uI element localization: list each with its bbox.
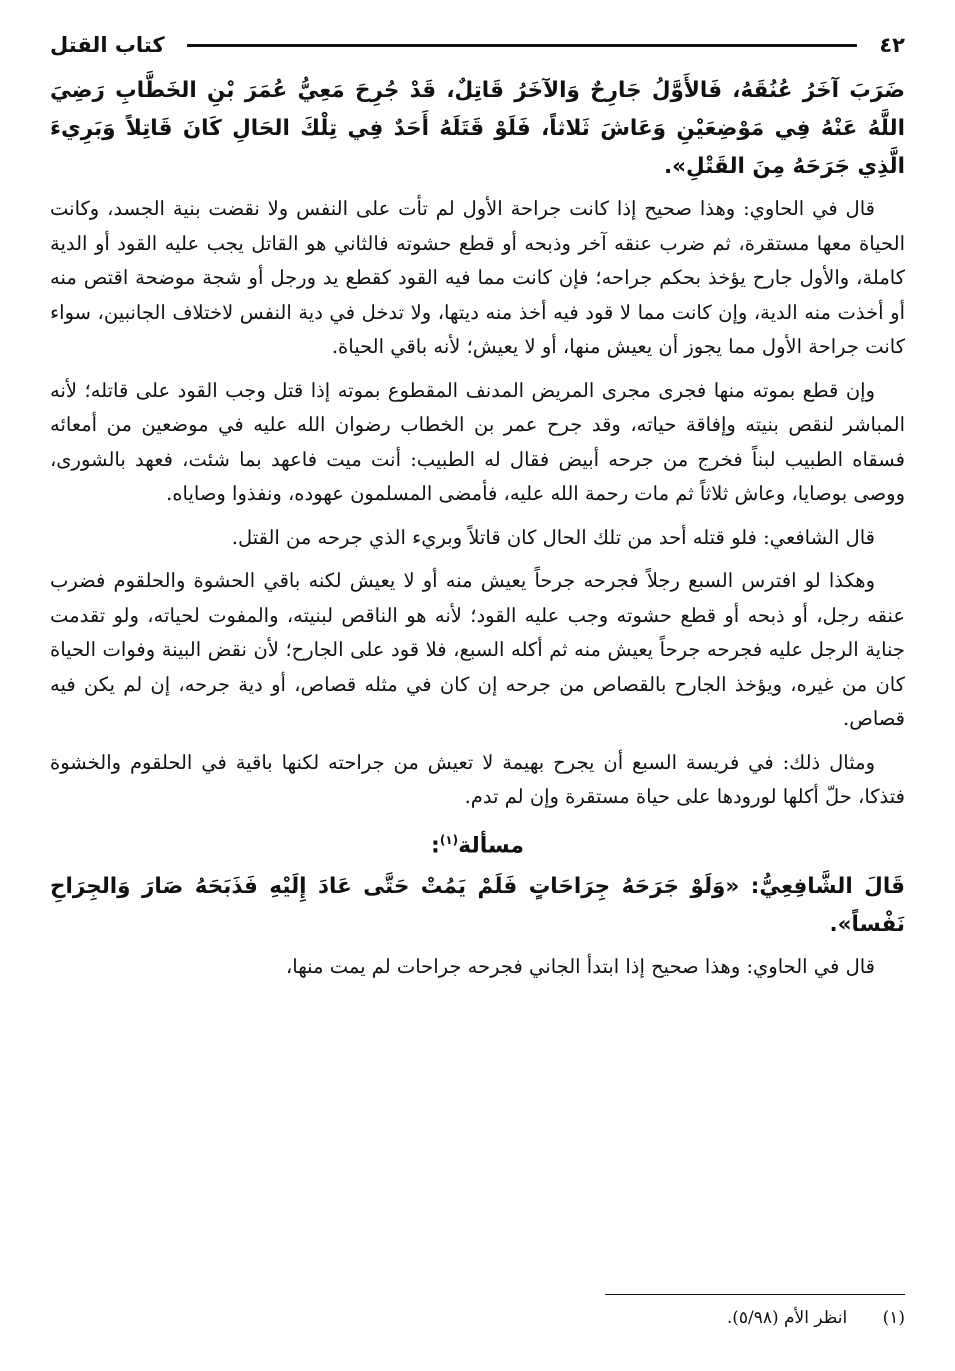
page-number: ٤٢ <box>879 33 905 57</box>
footnote-text: انظر الأم (٥/٩٨). <box>726 1308 848 1328</box>
header-rule <box>187 44 858 47</box>
section-heading <box>50 833 905 858</box>
paragraph: قال في الحاوي: وهذا صحيح إذا كانت جراحة الأول لم تأت على النفس ولا نقضت بنية الجسد، وكانت الحياة معها مستقرة، ثم ضرب عنقه آخر وذبحه أو قطع حشوته فالثاني هو القاتل يجب عليه القود أو الدية كاملة، والأول جارح يؤخذ بحكم جراحه؛ فإن كانت مما فيه القود كقطع يد ورجل أو شجة موضحة اقتص منه أو أخذت منه الدية، وإن كانت مما لا قود فيه أخذ منه ديتها، ولا تدخل في دية النفس لاختلاف الجانبين، سواء كانت جراحة الأول مما يجوز أن يعيش منها، أو لا يعيش؛ لأنه باقي الحياة. <box>50 197 905 358</box>
footnote-marker: (١) <box>439 832 459 847</box>
matn-text-2: قَالَ الشَّافِعِيُّ: «وَلَوْ جَرَحَهُ جِرَاحَاتٍ فَلَمْ يَمُتْ حَتَّى عَادَ إِلَيْهِ فَذَبَحَهُ صَارَ وَالجِرَاحِ نَفْساً». <box>50 873 905 937</box>
footnote-rule <box>605 1294 905 1295</box>
page-header <box>50 28 905 62</box>
footnote <box>727 1308 905 1328</box>
paragraph: قال في الحاوي: وهذا صحيح إذا ابتدأ الجاني فجرحه جراحات لم يمت منها، <box>285 954 875 978</box>
section-colon: : <box>431 832 440 858</box>
paragraph: وهكذا لو افترس السبع رجلاً فجرحه جرحاً يعيش منه أو لا يعيش لكنه باقي الحشوة والحلقوم فضرب عنقه رجل، أو ذبحه أو قطع حشوته وجب عليه القود؛ لأنه هو الناقص لبنيته، والمفوت لحياته، ولو تقدمت جناية الرجل عليه فجرحه جرحاً يعيش منه ثم أكله السبع، فلا قود على الجارح؛ لأن نقض البينة وفوات الحياة كان من غيره، ويؤخذ الجارح بالقصاص من جرحه إن كان في مثله قصاص، أو دية جرحه، إن لم يكن فيه قصاص. <box>50 569 905 730</box>
book-page <box>50 28 905 1348</box>
paragraph: وإن قطع بموته منها فجرى مجرى المريض المدنف المقطوع بموته إذا قتل وجب القود على قاتله؛ لأنه المباشر لنقص بنيته وإفاقة حياته، وقد جرح عمر بن الخطاب رضوان الله عليه في موضعين من أمعائه فسقاه الطبيب لبناً فخرج من جرحه أبيض فقال له الطبيب: أنت ميت فاعهد بما شئت، فعهد بالشورى، ووصى بوصايا، وعاش ثلاثاً ثم مات رحمة الله عليه، فأمضى المسلمون عهوده، ونفذوا وصاياه. <box>50 378 905 505</box>
matn-text-1: ضَرَبَ آخَرُ عُنُقَهُ، فَالأَوَّلُ جَارِحٌ وَالآخَرُ قَاتِلٌ، قَدْ جُرِحَ مَعِيُّ عُمَرَ بْنِ الخَطَّابِ رَضِيَ اللَّهُ عَنْهُ فِي مَوْضِعَيْنِ وَعَاشَ ثَلاثاً، فَلَوْ قَتَلَهُ أَحَدٌ فِي تِلْكَ الحَالِ كَانَ قَاتِلاً وَبَرِيءَ الَّذِي جَرَحَهُ مِنَ القَتْلِ». <box>50 78 905 179</box>
paragraph: قال الشافعي: فلو قتله أحد من تلك الحال كان قاتلاً وبريء الذي جرحه من القتل. <box>231 525 875 549</box>
paragraph: ومثال ذلك: في فريسة السبع أن يجرح بهيمة لا تعيش من جراحته لكنها باقية في الحلقوم والخشوة فتذكا، حلّ أكلها لورودها على حياة مستقرة وإن لم تدم. <box>50 750 905 808</box>
chapter-title: كتاب القتل <box>50 33 165 57</box>
footnote-number: (١) <box>882 1308 905 1328</box>
section-title: مسألة <box>458 832 524 858</box>
